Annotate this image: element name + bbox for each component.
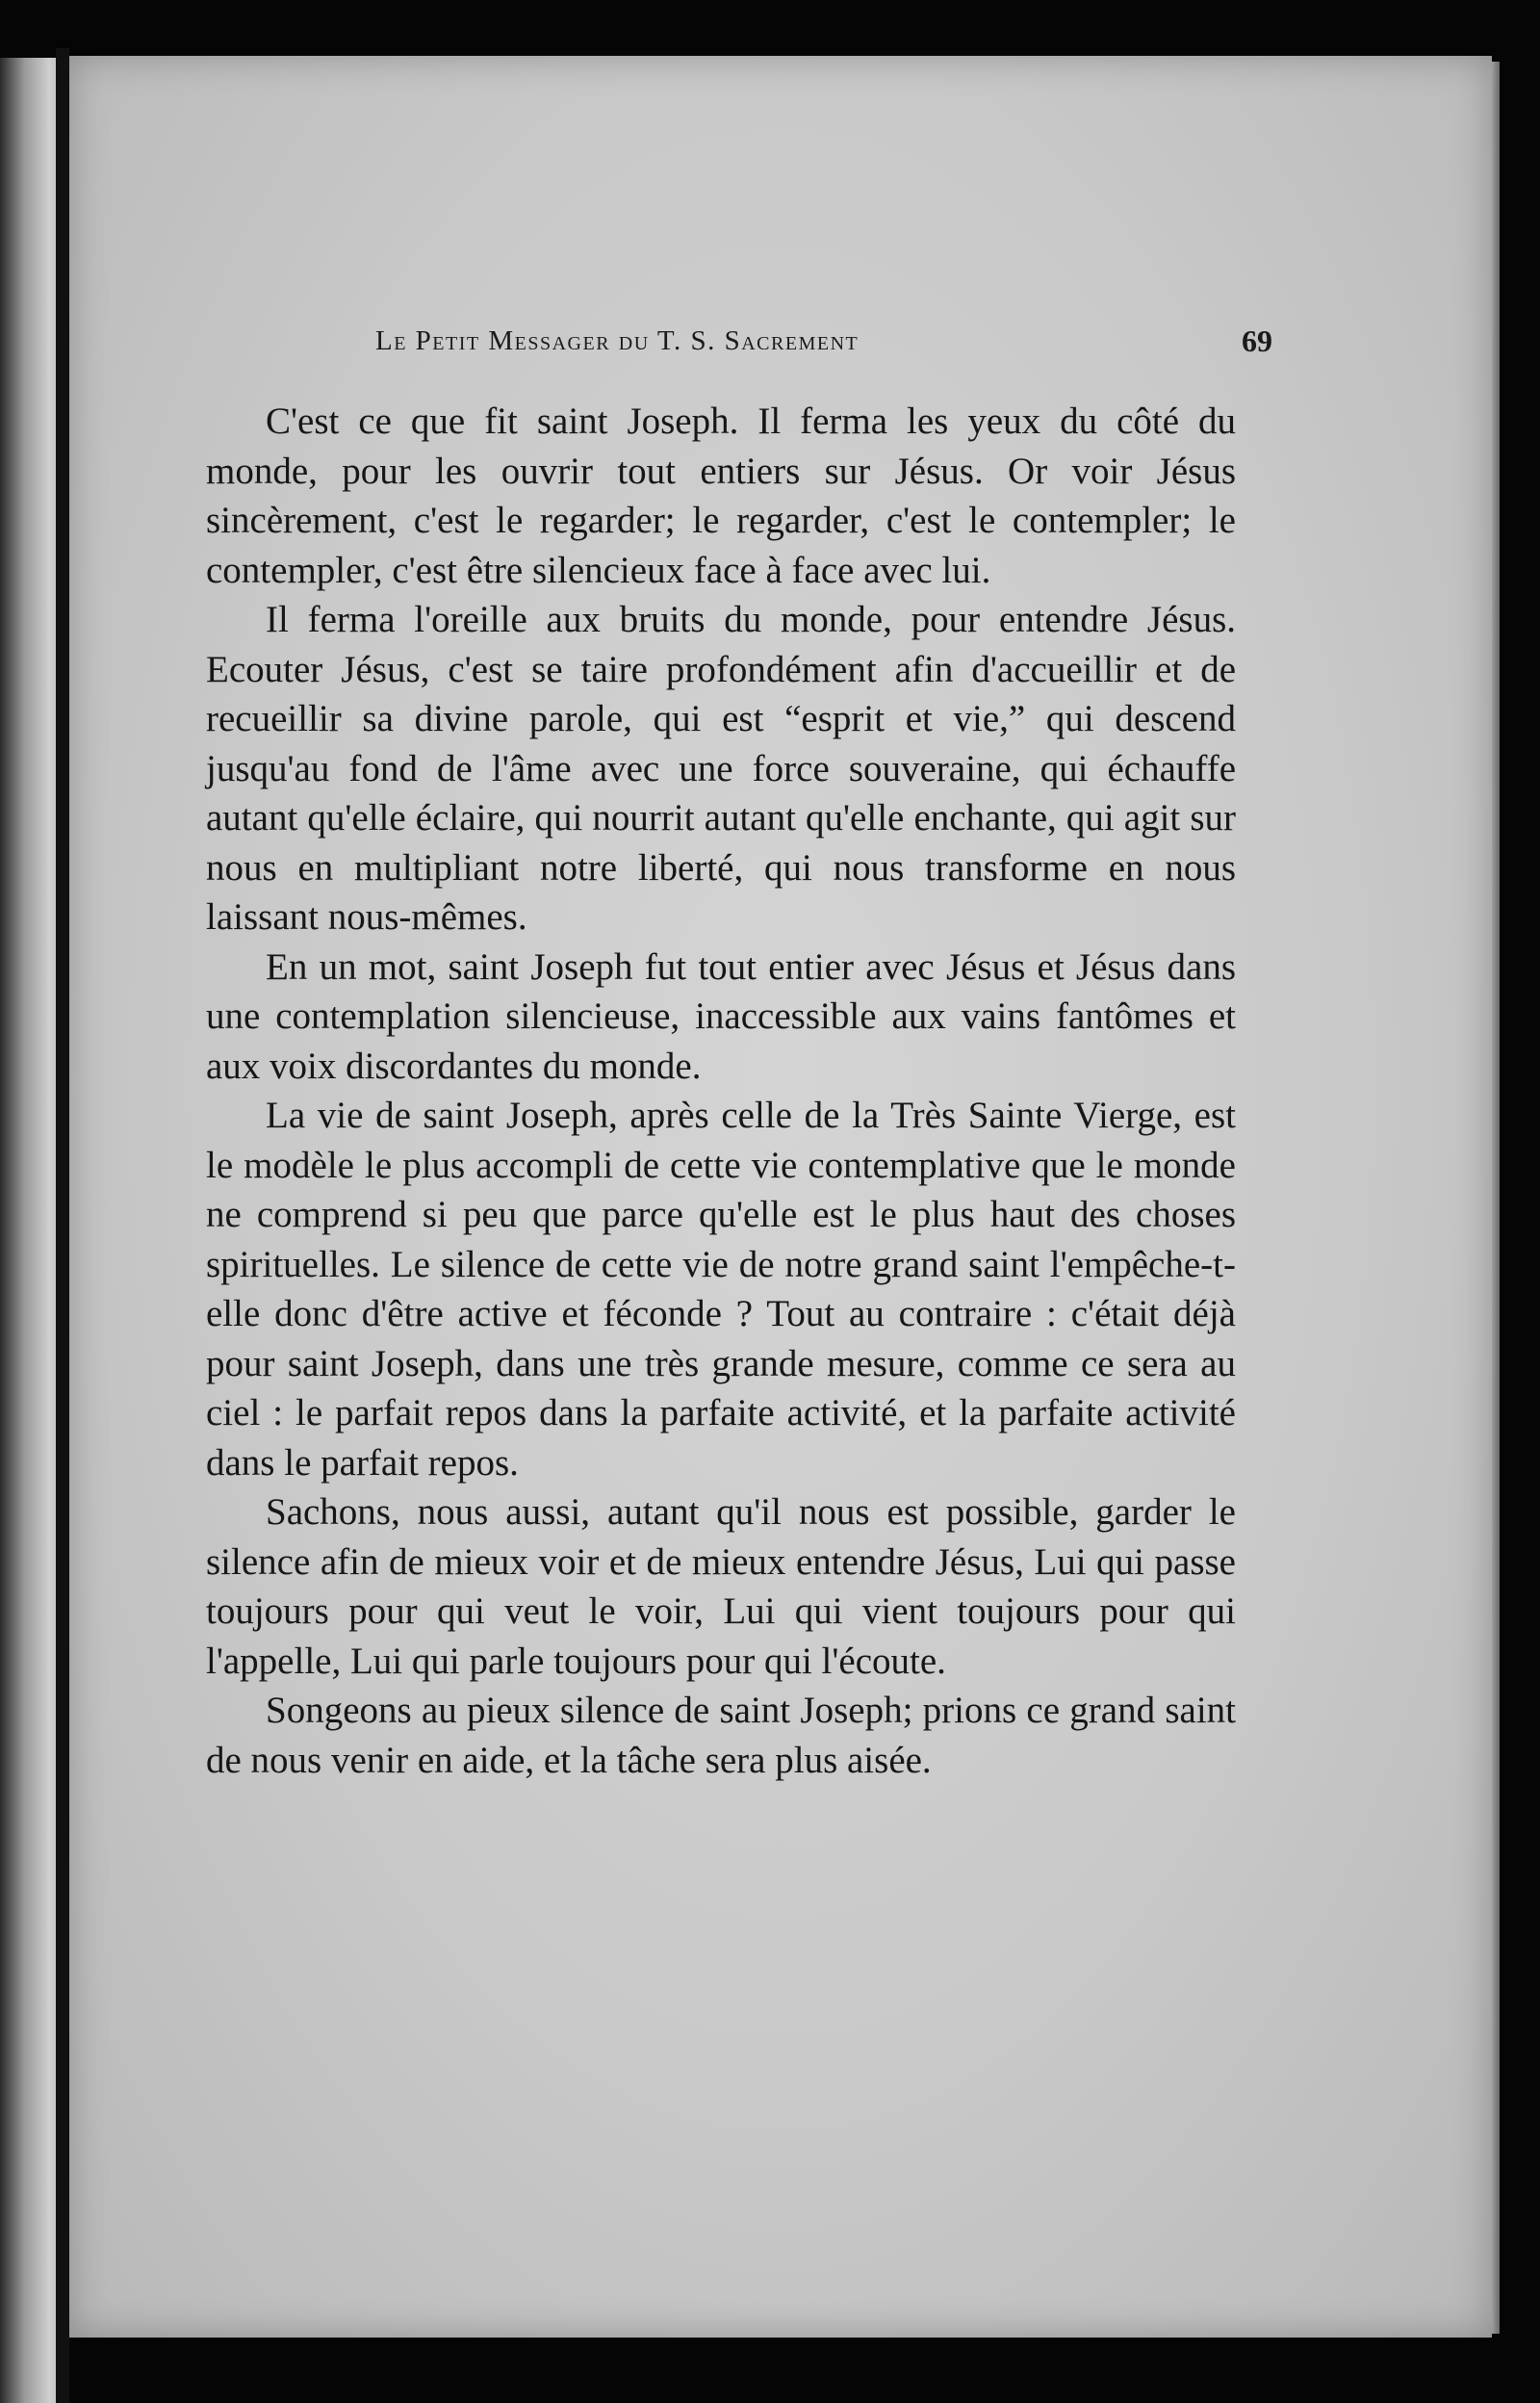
paragraph: En un mot, saint Joseph fut tout entier avec Jésus et Jésus dans une contemplation silencieuse, inaccessible aux vains fantômes et aux voix discordantes du monde. <box>206 945 1236 1087</box>
paragraph: C'est ce que fit saint Joseph. Il ferma les yeux du côté du monde, pour les ouvrir tout entiers sur Jésus. Or voir Jésus sincèrement, c'est le regarder; le regarder, c'est le contempler; le contempler, c'est être silencieux face à face avec lui. <box>206 400 1236 591</box>
running-header-title: Le Petit Messager du T. S. Sacrement <box>375 325 860 356</box>
paragraph: Songeons au pieux silence de saint Joseph; prions ce grand saint de nous venir en aide, et la tâche sera plus aisée. <box>206 1690 1236 1781</box>
page-number: 69 <box>1242 323 1272 358</box>
page-stack-edge <box>1492 62 1500 2334</box>
paragraph: Sachons, nous aussi, autant qu'il nous est possible, garder le silence afin de mieux voir et de mieux entendre Jésus, Lui qui passe toujours pour qui veut le voir, Lui qui vient toujours pour qui l'appelle, Lui qui parle toujours pour qui l'écoute. <box>206 1491 1236 1682</box>
running-header <box>375 325 1299 374</box>
paragraph: La vie de saint Joseph, après celle de la Très Sainte Vierge, est le modèle le plus accompli de cette vie contemplative que le monde ne comprend si peu que parce qu'elle est le plus haut des choses spirituelles. Le silence de cette vie de notre grand saint l'empêche-t-elle donc d'être active et féconde ? Tout au contraire : c'était déjà pour saint Joseph, dans une très grande mesure, comme ce sera au ciel : le parfait repos dans la parfaite activité, et la parfaite activité dans le parfait repos. <box>206 1095 1236 1484</box>
left-page-edge <box>0 58 62 2403</box>
paragraph: Il ferma l'oreille aux bruits du monde, pour entendre Jésus. Ecouter Jésus, c'est se taire profondément afin d'accueillir et de recueillir sa divine parole, qui est “esprit et vie,” qui descend jusqu'au fond de l'âme avec une force souveraine, qui échauffe autant qu'elle éclaire, qui nourrit autant qu'elle enchante, qui agit sur nous en multipliant notre liberté, qui nous transforme en nous laissant nous-mêmes. <box>206 599 1236 938</box>
body-text <box>206 397 1236 1785</box>
book-gutter <box>56 48 69 2403</box>
